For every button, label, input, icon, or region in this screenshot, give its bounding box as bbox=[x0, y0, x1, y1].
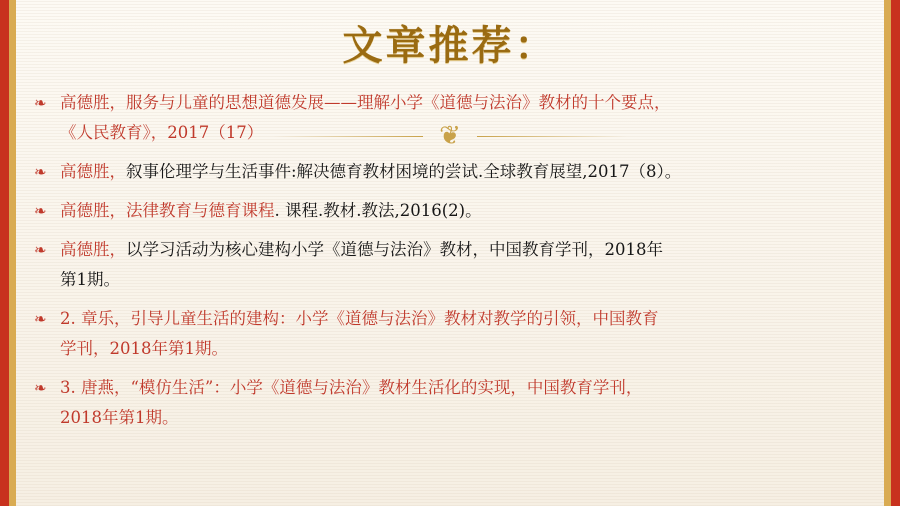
reference-segment: 引导儿童生活的建构：小学《道德与法治》教材对教学的引领，中国教育 bbox=[130, 309, 659, 328]
page-title: 文章推荐： bbox=[342, 22, 558, 69]
reference-list bbox=[30, 88, 875, 442]
reference-segment: 高德胜， bbox=[60, 162, 126, 181]
reference-segment: 高德胜， bbox=[60, 93, 126, 112]
reference-text bbox=[60, 196, 875, 226]
reference-text bbox=[60, 88, 875, 148]
reference-line bbox=[60, 304, 875, 334]
fleuron-bullet-icon: ❧ bbox=[34, 202, 47, 220]
list-item bbox=[30, 373, 875, 433]
list-item bbox=[30, 235, 875, 295]
reference-segment: 高德胜， bbox=[60, 240, 126, 259]
reference-line bbox=[60, 334, 875, 364]
list-item bbox=[30, 88, 875, 148]
list-item bbox=[30, 157, 875, 187]
fleuron-bullet-icon: ❧ bbox=[34, 379, 47, 397]
reference-segment: 以学习活动为核心建构小学《道德与法治》教材，中国教育学刊，2018年 bbox=[126, 240, 663, 259]
reference-segment: 《人民教育》，2017（17） bbox=[60, 123, 264, 142]
reference-line bbox=[60, 118, 875, 148]
reference-line bbox=[60, 196, 875, 226]
reference-text bbox=[60, 373, 875, 433]
reference-segment: 高德胜， bbox=[60, 201, 126, 220]
reference-segment: . 课程.教材.教法,2016(2)。 bbox=[274, 201, 482, 220]
reference-segment: 法律教育与德育课程 bbox=[126, 201, 275, 220]
reference-line bbox=[60, 88, 875, 118]
list-item bbox=[30, 196, 875, 226]
fleuron-bullet-icon: ❧ bbox=[34, 241, 47, 259]
reference-text bbox=[60, 157, 875, 187]
list-item bbox=[30, 304, 875, 364]
reference-segment: 2018年第1期。 bbox=[60, 408, 179, 427]
fleuron-bullet-icon: ❧ bbox=[34, 94, 47, 112]
fleuron-bullet-icon: ❧ bbox=[34, 163, 47, 181]
reference-segment: 叙事伦理学与生活事件:解决德育教材困境的尝试.全球教育展望,2017（8）。 bbox=[126, 162, 682, 181]
reference-line bbox=[60, 235, 875, 265]
reference-line bbox=[60, 157, 875, 187]
reference-segment: 3. 唐燕，“模仿生活”：小学《道德与法治》教材生活化的实现，中国教育学刊， bbox=[60, 378, 643, 397]
fleuron-bullet-icon: ❧ bbox=[34, 310, 47, 328]
reference-segment: 第1期。 bbox=[60, 270, 120, 289]
reference-line bbox=[60, 403, 875, 433]
reference-segment: 学刊，2018年第1期。 bbox=[60, 339, 228, 358]
reference-text bbox=[60, 304, 875, 364]
reference-segment: 服务与儿童的思想道德发展——理解小学《道德与法治》教材的十个要点， bbox=[126, 93, 671, 112]
reference-line bbox=[60, 373, 875, 403]
reference-segment: 2. 章乐， bbox=[60, 309, 131, 328]
reference-text bbox=[60, 235, 875, 295]
reference-line bbox=[60, 265, 875, 295]
ornament-glyph: ❦ bbox=[439, 121, 461, 151]
